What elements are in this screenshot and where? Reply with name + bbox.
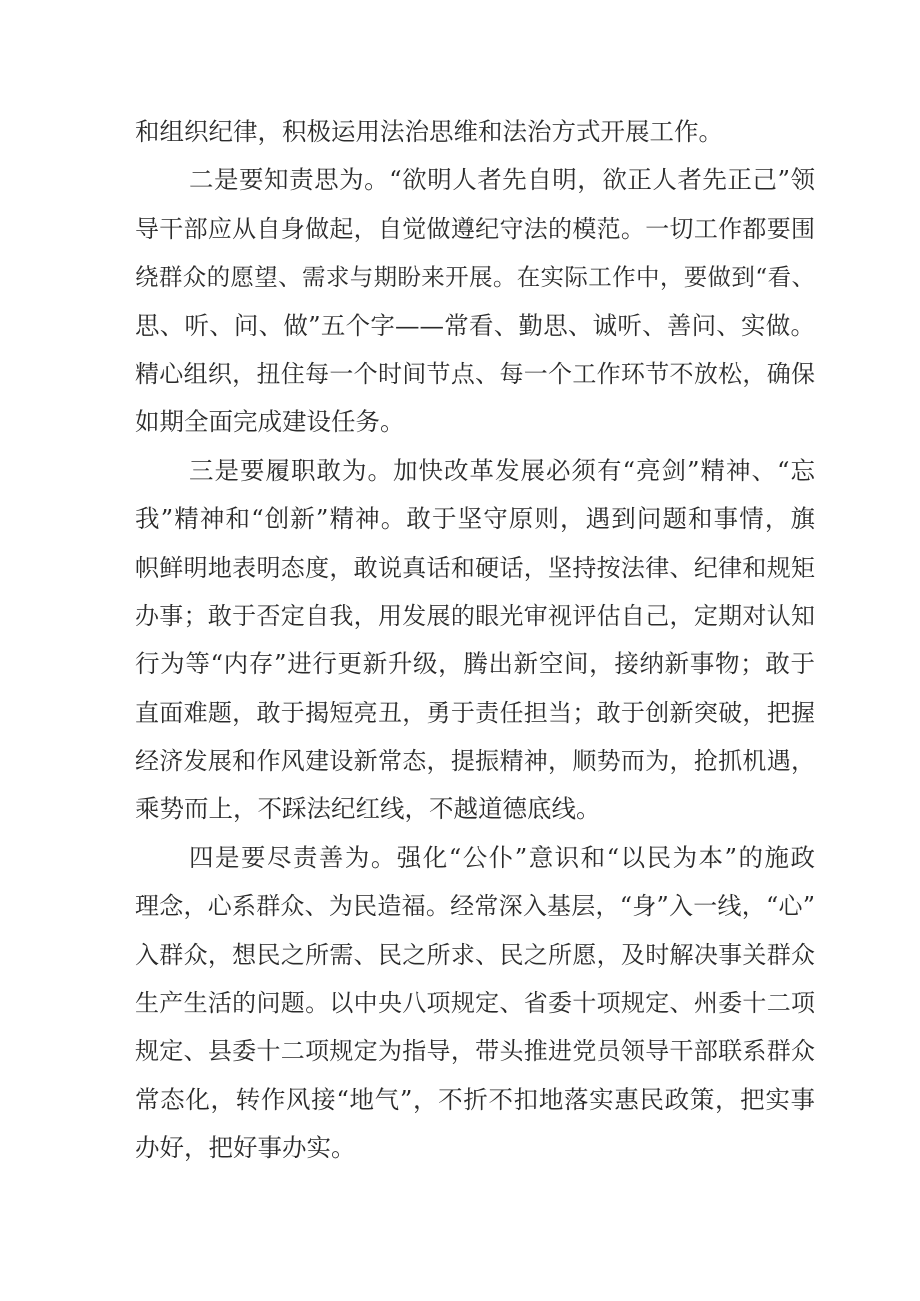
text-line: 乘势而上，不踩法纪红线，不越道德底线。 bbox=[135, 794, 601, 824]
document-body bbox=[135, 108, 815, 1173]
text-line: 如期全面完成建设任务。 bbox=[135, 407, 405, 437]
text-line: 四是要尽责善为。强化“公仆”意识和“以民为本”的施政 bbox=[189, 842, 815, 872]
text-line: 理念，心系群众、为民造福。经常深入基层，“身”入一线，“心” bbox=[135, 892, 815, 921]
text-line: 和组织纪律，积极运用法治思维和法治方式开展工作。 bbox=[135, 117, 723, 146]
text-line: 规定、县委十二项规定为指导，带头推进党员领导干部联系群众 bbox=[135, 1037, 815, 1066]
text-line: 常态化，转作风接“地气”，不折不扣地落实惠民政策，把实事 bbox=[135, 1084, 815, 1114]
text-line: 办事；敢于否定自我，用发展的眼光审视评估自己，定期对认知 bbox=[135, 601, 815, 630]
text-line: 思、听、问、做”五个字——常看、勤思、诚听、善问、实做。 bbox=[135, 310, 815, 340]
text-line: 我”精神和“创新”精神。敢于坚守原则，遇到问题和事情，旗 bbox=[135, 504, 815, 534]
text-line: 精心组织，扭住每一个时间节点、每一个工作环节不放松，确保 bbox=[135, 359, 815, 388]
text-line: 办好，把好事办实。 bbox=[135, 1133, 356, 1163]
text-line: 导干部应从自身做起，自觉做遵纪守法的模范。一切工作都要围 bbox=[135, 214, 815, 243]
paragraph bbox=[135, 834, 815, 1173]
text-line: 生产生活的问题。以中央八项规定、省委十项规定、州委十二项 bbox=[135, 989, 815, 1018]
text-line: 绕群众的愿望、需求与期盼来开展。在实际工作中，要做到“看、 bbox=[135, 263, 815, 292]
text-line: 经济发展和作风建设新常态，提振精神，顺势而为，抢抓机遇， bbox=[135, 747, 815, 776]
paragraph bbox=[135, 447, 815, 834]
text-line: 直面难题，敢于揭短亮丑，勇于责任担当；敢于创新突破，把握 bbox=[135, 698, 815, 727]
text-line: 入群众，想民之所需、民之所求、民之所愿，及时解决事关群众 bbox=[135, 940, 815, 969]
paragraph bbox=[135, 108, 815, 156]
paragraph bbox=[135, 156, 815, 446]
text-line: 帜鲜明地表明态度，敢说真话和硬话，坚持按法律、纪律和规矩 bbox=[135, 553, 815, 582]
text-line: 行为等“内存”进行更新升级，腾出新空间，接纳新事物；敢于 bbox=[135, 649, 815, 679]
text-line: 三是要履职敢为。加快改革发展必须有“亮剑”精神、“忘 bbox=[189, 455, 815, 485]
text-line: 二是要知责思为。“欲明人者先自明，欲正人者先正己”领 bbox=[189, 165, 815, 195]
